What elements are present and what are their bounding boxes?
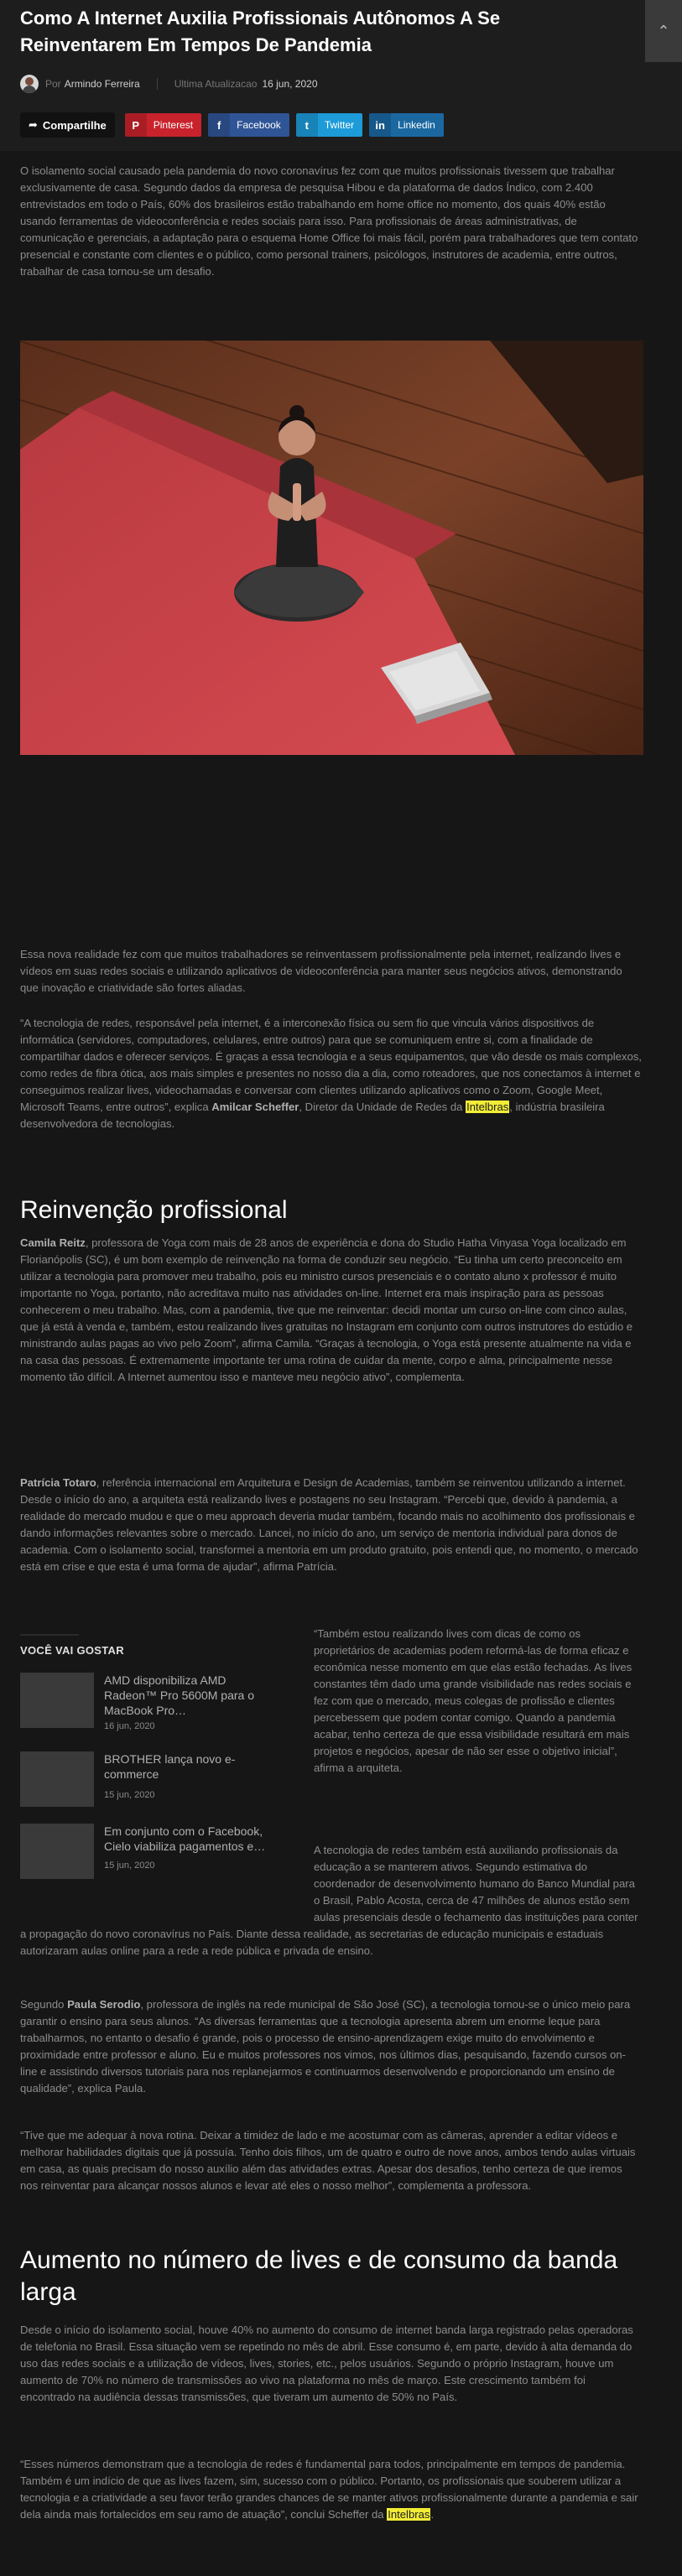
updated-label: Ultima Atualizacao [174,78,258,90]
related-thumbnail[interactable] [20,1673,94,1728]
pinterest-share-button[interactable] [125,113,201,137]
share-bar [20,112,450,138]
quote-paragraph [20,1015,643,1132]
text-segment: , Diretor da Unidade de Redes da [299,1101,466,1113]
paragraph: A tecnologia de redes também está auxiliando profissionais da educação a se manterem ativos. Segundo estimativa do coordenador de desenvolvimento humano do Banco Mundial para o Brasil, Pablo Acosta, cerca de 47 milhões de alunos estão sem aulas presenciais desde o fechamento das instituições para conter a propagação do novo coronavírus no País. Diante dessa realidade, as secretarias de educação municipais e estaduais autorizaram aulas online para a rede a rede pública e privada de ensino. [20,1844,638,1957]
pinterest-icon: P [125,113,147,137]
text-segment: , professora de Yoga com mais de 28 anos de experiência e dona do Studio Hatha Vinyasa Yoga localizado em Florianópolis (SC), é um bom exemplo de reinvenção na forma de conduzir seu negócio. “Eu tinha um certo preconceito em utilizar a tecnologia para promover meu trabalho, pois eu ministro cursos presenciais e o contato aluno x professor é muito importante no Yoga, portanto, não acreditava muito nas atividades on-line. Internet era mais inspiração para as pessoas conhecerem o meu trabalho. Mas, com a pandemia, tive que me reinventar: decidi montar um curso on-line com cinco aulas, que já está à venda e, também, estou realizando lives gratuitas no Instagram em conjunto com outros instrutores do estúdio e ministrando aulas pagas ao vivo pelo Zoom”, afirma Camila. “Graças à tecnologia, o Yoga está presente atualmente na vida e na casa das pessoas. É extremamente importante ter uma rotina de cuidar da mente, corpo e alma, principalmente nesse momento tão difícil. A Internet aumentou isso e manteve meu negócio ativo”, complementa. [20,1236,633,1383]
text-segment: , referência internacional em Arquitetura e Design de Academias, também se reinventou utilizando a internet. Desde o início do ano, a arquiteta está realizando lives e postagens no seu Instagram. “Percebi que, devido à pandemia, a realidade do mercado mudou e que o meu approach deveria mudar também, focando mais no acolhimento dos profissionais e dando informações relevantes sobre o mercado. Lancei, no início do ano, um serviço de mentoria individual para donos de academia. Com o isolamento social, transformei a mentoria em um produto gratuito, pois entendi que, no momento, o mercado está em crise e que esta é uma forma de ajudar”, afirma Patrícia. [20,1476,638,1573]
article-meta [20,74,607,94]
quote-paragraph: “Também estou realizando lives com dicas de como os proprietários de academias podem reformá-las de forma eficaz e econômica nesse momento em que elas estão fechadas. As lives constantes têm dado uma grande visibilidade nas redes sociais e fez com que o mercado, meus colegas de profissão e clientes percebessem que podem contar comigo. Quando a pandemia acabar, tenho certeza de que essa visibilidade resultará em mais projetos e negócios, apesar de não ser esse o objetivo inicial”, afirma a arquiteta. [314,1627,633,1774]
related-item[interactable] [20,1673,297,1731]
article-image [20,341,643,755]
paragraph-block-7 [20,1842,643,1959]
page-title: Como A Internet Auxilia Profissionais Autônomos A Se Reinventarem Em Tempos De Pandemia [20,8,501,55]
scroll-top-button[interactable] [645,0,682,62]
by-label: Por [45,78,61,90]
person-name: Paula Serodio [67,1998,141,2011]
share-icon: ➦ [29,118,38,131]
related-item-title[interactable]: AMD disponibiliza AMD Radeon™ Pro 5600M para o MacBook Pro… [104,1673,254,1717]
paragraph: O isolamento social causado pela pandemia do novo coronavírus fez com que muitos profissionais tivessem que trabalhar exclusivamente de casa. Segundo dados da empresa de pesquisa Hibou e da plataforma de dados Índico, com 2.400 entrevistados em todo o País, 60% dos brasileiros estão trabalhando em home office no momento, dos quais 40% estão usando ferramentas de videoconferência e redes sociais para isso. Para profissionais de áreas administrativas, de comunicação e gerenciais, a adaptação para o esquema Home Office foi mais fácil, porém para trabalhadores que tem contato presencial e constante com clientes e o público, como personal trainers, psicólogos, instrutores de academia, entre outros, trabalhar de casa tornou-se um desafio. [20,164,638,278]
related-item[interactable] [20,1751,297,1810]
brand-highlight[interactable]: Intelbras [388,2508,430,2521]
linkedin-label: Linkedin [398,119,435,131]
text-segment: . [430,2508,435,2521]
paragraph [20,1996,643,2097]
text-segment: “Esses números demonstram que a tecnologia de redes é fundamental para todos, principalmente em tempos de pandemia. Também é um indício de que as lives fazem, sim, sucesso com o público. Portanto, os profissionais que souberem utilizar a tecnologia e a criatividade a seu favor terão grandes chances de se manter ativos profissionalmente durante a pandemia e sair dela ainda mais fortalecidos em seu ramo de atuação”, conclui Scheffer da [20,2458,638,2521]
linkedin-share-button[interactable] [369,113,444,137]
article-date: 16 jun, 2020 [262,78,318,90]
paragraph [20,1235,643,1386]
paragraph: Essa nova realidade fez com que muitos trabalhadores se reinventassem profissionalmente pela internet, realizando lives e vídeos em suas redes sociais e utilizando aplicativos de videoconferência para manter seus negócios ativos, demonstrando que inovação e criatividade são fortes aliadas. [20,948,622,994]
paragraph-block-4 [20,1235,643,1386]
text-segment: , indústria brasileira desenvolvedora de tecnologias. [20,1101,605,1130]
twitter-icon: t [296,113,318,137]
paragraph-block-11 [20,2456,643,2523]
quote-paragraph [20,2456,643,2523]
text-segment: , professora de inglês na rede municipal de São José (SC), a tecnologia tornou-se o único meio para garantir o ensino para seus alunos. “As diversas ferramentas que a tecnologia apresenta abrem um enorme leque para trabalharmos, no entanto o desafio é grande, pois o processo de ensino-aprendizagem exige muito do envolvimento e proximidade entre professor e aluno. Eu e muitos professores nos vimos, nos últimos dias, pesquisando, fazendo cursos on-line e assistindo diversos tutoriais para nos replanejarmos e continuarmos desenvolvendo e proporcionando um ensino de qualidade”, explica Paula. [20,1998,631,2095]
intro-paragraph-block [20,163,643,280]
section-heading: Aumento no número de lives e de consumo da banda larga [20,2246,618,2306]
facebook-share-button[interactable] [208,113,289,137]
paragraph [20,1475,643,1575]
avatar[interactable] [20,75,39,93]
share-label: Compartilhe [42,118,107,132]
related-item-date: 15 jun, 2020 [104,1860,155,1871]
related-divider [20,1634,79,1636]
pinterest-label: Pinterest [153,119,194,131]
paragraph-block-6 [314,1626,643,1777]
section-heading: Reinvenção profissional [20,1196,288,1224]
quote-paragraph: “Tive que me adequar à nova rotina. Deixar a timidez de lado e me acostumar com as câmeras, aprender a editar vídeos e melhorar habilidades digitais que já possuía. Tenho dois filhos, um de quatro e outro de nove anos, ambos tendo aulas virtuais em casa, as quais precisam do nosso auxílio além das atividades extras. Apesar dos desafios, tenho certeza de que iremos nos reinventar para alcançar nossos alunos e levar até eles o nosso melhor”, complementa a professora. [20,2129,636,2192]
paragraph-block-3 [20,1015,643,1132]
related-heading: VOCÊ VAI GOSTAR [20,1644,124,1657]
chevron-up-icon: ⌃ [657,22,670,39]
article-header [0,0,682,151]
person-name: Camila Reitz [20,1236,86,1249]
paragraph-block-10 [20,2322,643,2406]
related-item-date: 16 jun, 2020 [104,1721,155,1731]
person-name: Amilcar Scheffer [211,1101,299,1113]
linkedin-icon: in [369,113,391,137]
paragraph-block-8 [20,1996,643,2097]
twitter-label: Twitter [324,119,355,131]
paragraph-block-5 [20,1475,643,1575]
twitter-share-button[interactable] [296,113,362,137]
related-item-date: 15 jun, 2020 [104,1790,155,1800]
paragraph: Desde o início do isolamento social, houve 40% no aumento do consumo de internet banda larga registrado pelas operadoras de telefonia no Brasil. Essa situação vem se repetindo no mês de abril. Esse consumo é, em parte, devido à alta demanda do uso das redes sociais e a utilização de vídeos, lives, stories, etc., pelos usuários. Segundo o próprio Instagram, houve um aumento de 70% no número de transmissões ao vivo na plataforma no mês de março. Este crescimento também foi encontrado na audiência dessas transmissões, que tiveram um aumento de 50% no País. [20,2324,633,2403]
person-name: Patrícia Totaro [20,1476,96,1489]
related-item-title[interactable]: Em conjunto com o Facebook, Cielo viabiliza pagamentos e… [104,1824,266,1853]
paragraph-block-9 [20,2127,643,2194]
text-segment: Segundo [20,1998,68,2011]
paragraph-block-2 [20,946,643,997]
facebook-icon: f [208,113,230,137]
text-segment: “A tecnologia de redes, responsável pela internet, é a interconexão física ou sem fio que vincula vários dispositivos de informática (servidores, computadores, celulares, entre outros) para que se comuniquem entre si, com a finalidade de compartilhar dados e oferecer serviços. É graças a essa tecnologia e a seus equipamentos, que vão desde os mais complexos, como redes de fibra ótica, aos mais simples e presentes no nosso dia a dia, como roteadores, que nos conectamos à internet e conseguimos realizar lives, videochamadas e conversar com clientes utilizando aplicativos como o Zoom, Google Meet, Microsoft Teams, entre outros”, explica [20,1017,642,1113]
author-link[interactable]: Armindo Ferreira [64,78,140,90]
facebook-label: Facebook [237,119,281,131]
share-button[interactable] [20,112,115,138]
float-spacer [20,1842,314,1914]
meta-divider [157,78,158,90]
related-item-title[interactable]: BROTHER lança novo e-commerce [104,1752,236,1781]
related-thumbnail[interactable] [20,1751,94,1807]
brand-highlight[interactable]: Intelbras [466,1101,509,1113]
